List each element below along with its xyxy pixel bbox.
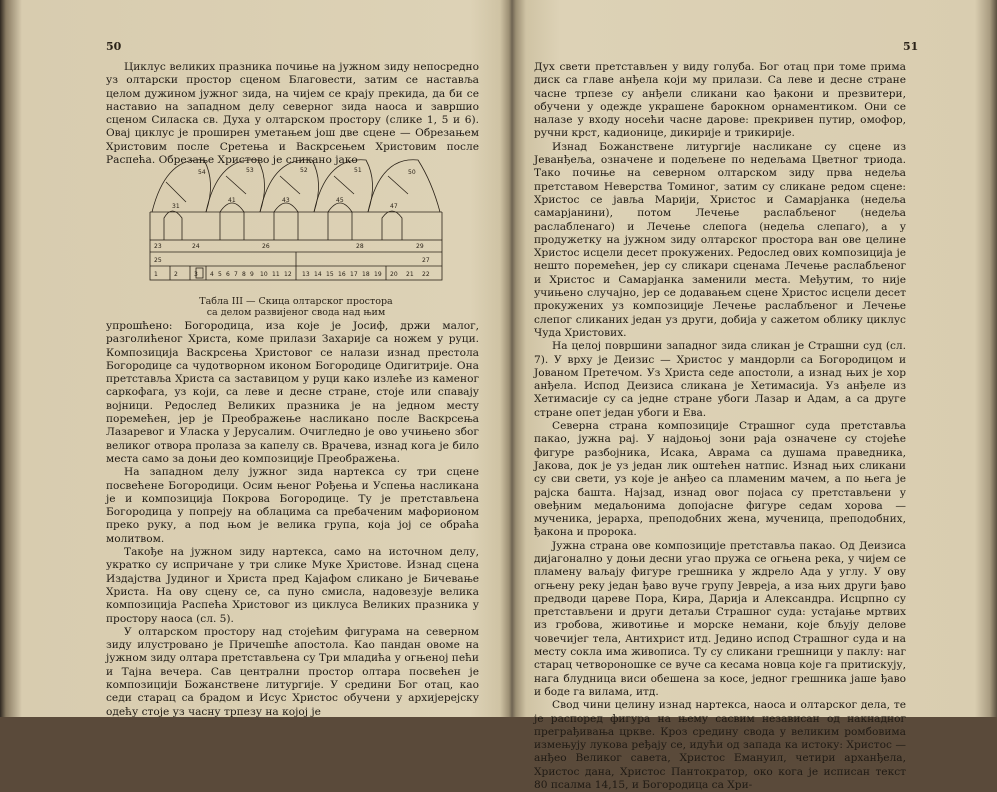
- svg-text:9: 9: [250, 271, 254, 278]
- svg-text:13: 13: [302, 271, 310, 278]
- svg-text:43: 43: [282, 197, 290, 204]
- svg-text:31: 31: [172, 203, 180, 210]
- svg-text:11: 11: [272, 271, 280, 278]
- svg-text:10: 10: [260, 271, 268, 278]
- svg-text:53: 53: [246, 167, 254, 174]
- svg-text:5: 5: [218, 271, 222, 278]
- paragraph: Јужна страна ове композиције претставља пакао. Од Деизиса дијагонално у доњи десни угао пружа се огњена река, у чијем се пламену ваљају фигуре грешника у ждрело Ада у углу. У ову огњену реку један ђаво вуче групу Јевреја, а иза њих други ђаво предводи цареве Пора, Кира, Дарија и Александра. Исцрпно су претстављени и други детаљи Страшног суда: устајање мртвих из гробова, животиње и морске немани, које бљују делове човечијег тела, Антихрист итд. Једино испод Страшног суда и на месту сокла има живописа. Ту су сликани грешници у паклу: наг старац четвороношке се вуче са кесама новца које га притискују, нага блудница виси обешена за косе, једног грешника јаше ђаво и боде га вилама, итд.: [534, 539, 906, 698]
- svg-text:50: 50: [408, 169, 416, 176]
- figure-caption: [146, 296, 446, 318]
- right-text: [534, 61, 906, 792]
- paragraph: У олтарском простору над стојећим фигурама на северном зиду илустровано је Причешће апостола. Као пандан овоме на јужном зиду олтара претстављена су Три младића у огњеној пећи и Тајна вечера. Сав централни простор олтара посвећен је композицији Божанствене литургије. У средини Бог отац, као седи старац са брадом и Исус Христос обучени у архијерејску одећу стоје уз часну трпезу на којој је: [106, 625, 479, 718]
- svg-text:14: 14: [314, 271, 322, 278]
- svg-text:22: 22: [422, 271, 430, 278]
- paragraph: Северна страна композиције Страшног суда претставља пакао, јужна рај. У најдоњој зони раја означене су стојеће фигуре разбојника, Исака, Аврама са душама праведника, Јакова, док је уз један лик оштећен натпис. Изнад њих сликани су сви свети, уз које је анђео са пламеним мачем, а по њега је рајска башта. Најзад, изнад овог појаса су претстављени у овеђним медаљонима допојасне фигуре седам хорова — мученика, јерарха, преподобних жена, мученица, преподобних, ђакона и пророка.: [534, 420, 906, 539]
- svg-text:20: 20: [390, 271, 398, 278]
- caption-line: са делом развијеног свода над њим: [206, 307, 386, 318]
- svg-text:1: 1: [154, 271, 158, 278]
- svg-text:26: 26: [262, 243, 270, 250]
- right-page: [512, 0, 997, 792]
- figure-sketch: [146, 152, 446, 294]
- svg-text:24: 24: [192, 243, 200, 250]
- paragraph: упрошћено: Богородица, иза које је Јосиф, држи малог, разголићеног Христа, коме прилази Захарије са ножем у руци. Композиција Васкрсења Христовог се налази изнад престола Богородице са чудотворном иконом Богородице Одигитрије. Она претставља Христа са заставицом у руци како излеће из каменог саркофага, уз који, са леве и десне стране, стоје или спавају војници. Редослед Великих празника је на једном месту поремећен, јер је Преображење насликано после Васкрсења Лазаревог и Уласка у Јерусалим. Очигледно је ово учињено због великог отвора пролаза за капелу св. Врачева, изнад кога је било места само за доњи део композиције Преображења.: [106, 320, 479, 465]
- svg-text:23: 23: [154, 243, 162, 250]
- svg-text:2: 2: [174, 271, 178, 278]
- svg-text:29: 29: [416, 243, 424, 250]
- svg-text:21: 21: [406, 271, 414, 278]
- altar-vault-sketch: [146, 152, 446, 294]
- svg-text:4: 4: [210, 271, 214, 278]
- page-number-left: 50: [106, 40, 122, 53]
- svg-text:8: 8: [242, 271, 246, 278]
- paragraph: Циклус великих празника почиње на јужном зиду непосредно уз олтарски простор сценом Благовести, затим се наставља целом дужином јужног зида, на чијем се крају прекида, да би се наставио на западном делу северног зида наоса и завршио сценом Силаска св. Духа у олтарском простору (слике 1, 5 и 6). Овај циклус је проширен уметањем још две сцене — Обрезањем Христовим после Сретења и Васкрсењем Христовим после Распећа. Обрезање Христово је сликано јако: [106, 61, 479, 167]
- svg-text:3: 3: [194, 271, 198, 278]
- left-text-bottom: [106, 320, 479, 719]
- svg-text:15: 15: [326, 271, 334, 278]
- svg-text:54: 54: [198, 169, 206, 176]
- caption-line: Табла III — Скица олтарског простора: [199, 296, 393, 307]
- svg-text:16: 16: [338, 271, 346, 278]
- svg-text:25: 25: [154, 257, 162, 264]
- wall-scene-numbers: [154, 271, 430, 278]
- paragraph: Изнад Божанствене литургије насликане су сцене из Јеванђеља, означене и подељене по недељама Цветног триода. Тако почиње на северном олтарском зиду прва недеља претставом Неверства Томиног, затим су сликане редом сцене: Христос се јавља Марији, Христос и Самарјанка (недеља самарјанини), потом Лечење раслабљеног (недеља раслабленаго) и Лечење слепога (недеља слепаго), а у продужетку на јужном зиду олтарског простора ван ове целине Христос исцели десет прокужених. Редослед ових композиција је нешто поремећен, јер су сликари сценама Лечење раслабљеног и Христос и Самарјанка заменили места. Међутим, то није учињено случајно, јер се додавањем сцене Христос исцели десет прокужених уз композиције Лечење раслабљеног и Лечење слепог сликаних један уз други, добија у сажетом облику циклус Чуда Христових.: [534, 140, 906, 339]
- svg-text:17: 17: [350, 271, 358, 278]
- svg-text:28: 28: [356, 243, 364, 250]
- paragraph: На западном делу јужног зида нартекса су три сцене посвећене Богородици. Осим њеног Рођења и Успења насликана је и композиција Покрова Богородице. Ту је претстављена Богородица у попреју на облацима са пребаченим мафорионом преко руку, а под њом је велика група, која јој се обраћа молитвом.: [106, 466, 479, 545]
- paragraph: На целој површини западног зида сликан је Страшни суд (сл. 7). У врху је Деизис — Христос у мандорли са Богородицом и Јованом Претечом. Уз Христа седе апостоли, а изнад њих је хор анђела. Испод Деизиса сликана је Хетимасија. Уз анђеле из Хетимасије су са једне стране убоги Лазар и Адам, а са друге стране опет један убоги и Ева.: [534, 340, 906, 419]
- svg-text:12: 12: [284, 271, 292, 278]
- svg-text:7: 7: [234, 271, 238, 278]
- page-number-right: 51: [903, 40, 919, 53]
- paragraph: Свод чини целину изнад нартекса, наоса и олтарског дела, те је распоред фигура на њему сасвим независан од накнадног преграђивања цркве. Кроз средину свода у великим ромбовима измењују лукова ређају се, идући од запада ка истоку: Христос — анђео Великог савета, Христос Емануил, четири арханђела, Христос дана, Христос Пантократор, око кога је исписан текст 80 псалма 14,15, и Богородица са Хри-: [534, 699, 906, 792]
- left-page: [0, 0, 510, 717]
- svg-text:41: 41: [228, 197, 236, 204]
- svg-text:52: 52: [300, 167, 308, 174]
- paragraph: Такође на јужном зиду нартекса, само на источном делу, укратко су испричане у три слике Муке Христове. Изнад сцена Издајства Јудиног и Христа пред Кајафом сликано је Бичевање Христа. На ову сцену се, са пуно смисла, надовезује велика композиција Распећа Христовог из циклуса Великих празника у простору наоса (сл. 5).: [106, 546, 479, 625]
- svg-text:6: 6: [226, 271, 230, 278]
- svg-text:51: 51: [354, 167, 362, 174]
- svg-text:27: 27: [422, 257, 430, 264]
- svg-text:45: 45: [336, 197, 344, 204]
- paragraph: Дух свети претстављен у виду голуба. Бог отац при томе прима диск са главе анђела који му прилази. Са леве и десне стране часне трпезе су анђели сликани као ђакони и презвитери, обучени у одежде украшене барокном орнаментиком. Они се налазе у входу носећи часне дарове: прекривен путир, омофор, ручни крст, кадионице, дикирије и трикирије.: [534, 61, 906, 140]
- svg-text:19: 19: [374, 271, 382, 278]
- svg-text:18: 18: [362, 271, 370, 278]
- svg-text:47: 47: [390, 203, 398, 210]
